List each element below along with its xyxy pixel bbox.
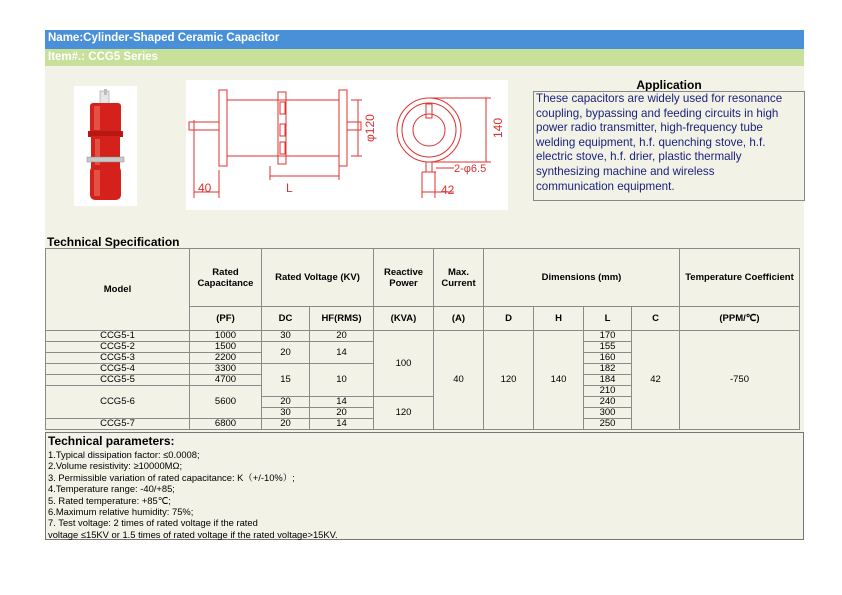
h-cell: 140 <box>534 331 584 430</box>
param-item: 5. Rated temperature: +85℃; <box>48 494 171 506</box>
unit-ppm: (PPM/℃) <box>680 307 800 331</box>
application-title: Application <box>636 78 702 92</box>
dc-cell: 20 <box>262 419 310 430</box>
c-cell: 42 <box>632 331 680 430</box>
l-cell: 184 <box>584 375 632 386</box>
model-cell: CCG5-6 <box>46 386 190 419</box>
voltage-header: Rated Voltage (KV) <box>262 249 374 307</box>
hf-cell: 14 <box>310 419 374 430</box>
application-line: coupling, bypassing and feeding circuits in high <box>536 106 779 120</box>
reactive-power-header: Reactive Power <box>374 249 434 307</box>
hf-cell: 14 <box>310 342 374 364</box>
application-line: welding equipment, h.f. quenching stove, h.f. <box>536 135 766 149</box>
param-item: 2.Volume resistivity: ≥10000MΩ; <box>48 460 183 472</box>
hf-cell: 20 <box>310 331 374 342</box>
model-cell: CCG5-7 <box>46 419 190 430</box>
max-current-header: Max. Current <box>434 249 484 307</box>
max-current-cell: 40 <box>434 331 484 430</box>
model-cell: CCG5-4 <box>46 364 190 375</box>
capacitor-photo <box>74 86 137 206</box>
l-cell: 155 <box>584 342 632 353</box>
l-cell: 170 <box>584 331 632 342</box>
unit-a: (A) <box>434 307 484 331</box>
l-cell: 250 <box>584 419 632 430</box>
unit-d: D <box>484 307 534 331</box>
l-cell: 210 <box>584 386 632 397</box>
param-item: voltage ≤15KV or 1.5 times of rated voltage if the rated voltage>15KV. <box>48 528 338 540</box>
model-cell: CCG5-1 <box>46 331 190 342</box>
unit-pf: (PF) <box>190 307 262 331</box>
dim-height-label: 140 <box>491 117 505 138</box>
dim-diameter-label: φ120 <box>363 114 377 142</box>
param-item: 1.Typical dissipation factor: ≤0.0008; <box>48 449 200 460</box>
param-item: 6.Maximum relative humidity: 75%; <box>48 506 194 518</box>
application-text <box>533 91 805 201</box>
table-row <box>46 331 800 342</box>
model-cell: CCG5-3 <box>46 353 190 364</box>
dimensions-header: Dimensions (mm) <box>484 249 680 307</box>
unit-c: C <box>632 307 680 331</box>
dim-40-label: 40 <box>198 181 212 195</box>
temp-coefficient-header: Temperature Coefficient <box>680 249 800 307</box>
dc-cell: 20 <box>262 342 310 364</box>
product-name: Name:Cylinder-Shaped Ceramic Capacitor <box>48 32 280 44</box>
application-line: electric stove, h.f. drier, plastic thermally <box>536 150 742 164</box>
unit-dc: DC <box>262 307 310 331</box>
hf-cell: 20 <box>310 408 374 419</box>
params-title: Technical parameters: <box>48 434 175 448</box>
capacitance-header: Rated Capacitance <box>190 249 262 307</box>
l-cell: 240 <box>584 397 632 408</box>
application-line: These capacitors are widely used for resonance <box>536 92 783 105</box>
unit-h: H <box>534 307 584 331</box>
capacitance-cell: 2200 <box>190 353 262 364</box>
capacitance-cell: 1000 <box>190 331 262 342</box>
dim-holes-label: 2-φ6.5 <box>454 163 487 175</box>
temp-coefficient-cell: -750 <box>680 331 800 430</box>
application-line: communication equipment. <box>536 179 675 193</box>
reactive-power-cell: 100 <box>374 331 434 397</box>
dc-cell: 30 <box>262 331 310 342</box>
item-bar <box>45 49 804 66</box>
spec-title: Technical Specification <box>47 235 180 249</box>
capacitance-cell: 5600 <box>190 386 262 419</box>
capacitance-cell: 6800 <box>190 419 262 430</box>
l-cell: 182 <box>584 364 632 375</box>
dc-cell: 20 <box>262 397 310 408</box>
dc-cell: 30 <box>262 408 310 419</box>
hf-cell: 10 <box>310 364 374 397</box>
capacitance-cell: 4700 <box>190 375 262 386</box>
model-cell: CCG5-5 <box>46 375 190 386</box>
application-line: synthesizing machine and wireless <box>536 164 715 178</box>
dim-42-label: 42 <box>441 183 455 197</box>
l-cell: 300 <box>584 408 632 419</box>
item-number: Item#.: CCG5 Series <box>48 51 158 63</box>
param-item: 7. Test voltage: 2 times of rated voltage if the rated <box>48 517 258 529</box>
reactive-power-cell: 120 <box>374 397 434 430</box>
name-bar <box>45 30 804 49</box>
hf-cell: 14 <box>310 397 374 408</box>
param-item: 4.Temperature range: -40/+85; <box>48 483 175 495</box>
d-cell: 120 <box>484 331 534 430</box>
unit-l: L <box>584 307 632 331</box>
params-box <box>45 432 804 540</box>
unit-hf: HF(RMS) <box>310 307 374 331</box>
param-item: 3. Permissible variation of rated capacitance: K（+/-10%）; <box>48 471 295 483</box>
l-cell: 160 <box>584 353 632 364</box>
dim-l-label: L <box>286 181 293 195</box>
dc-cell: 15 <box>262 364 310 397</box>
spec-table <box>45 248 800 430</box>
dimension-drawing <box>186 80 508 210</box>
capacitance-cell: 3300 <box>190 364 262 375</box>
application-line: power radio transmitter, high-frequency tube <box>536 121 763 135</box>
model-header: Model <box>46 249 190 331</box>
capacitance-cell: 1500 <box>190 342 262 353</box>
model-cell: CCG5-2 <box>46 342 190 353</box>
unit-kva: (KVA) <box>374 307 434 331</box>
